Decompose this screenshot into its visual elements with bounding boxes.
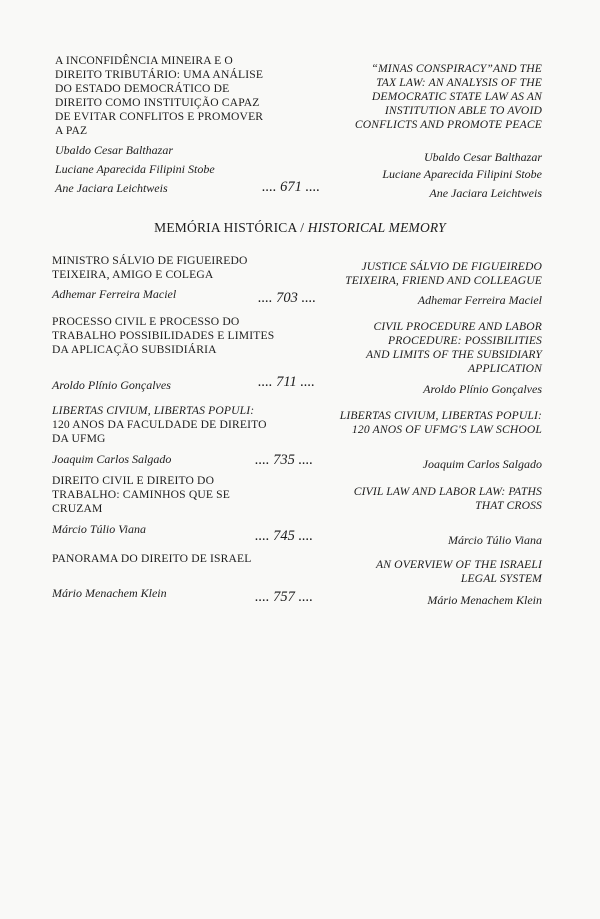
page-number: .... 671 .... <box>262 179 320 195</box>
entry-title-pt-line: DIREITO CIVIL E DIREITO DO <box>52 474 215 487</box>
page-number: .... 735 .... <box>255 452 313 468</box>
section-heading <box>0 221 600 235</box>
entry-title-pt-line: DE EVITAR CONFLITOS E PROMOVER <box>55 110 264 123</box>
entry-title-en-line: CONFLICTS AND PROMOTE PEACE <box>354 118 542 131</box>
page-number: .... 745 .... <box>255 528 313 544</box>
entry-title-en-line: THAT CROSS <box>475 499 542 512</box>
section-separator: / <box>296 220 308 235</box>
entry-author-pt: Ane Jaciara Leichtweis <box>55 181 168 195</box>
entry-author-pt: Márcio Túlio Viana <box>52 522 146 536</box>
entry-title-pt-line: MINISTRO SÁLVIO DE FIGUEIREDO <box>52 254 248 267</box>
entry-title-pt-line: PANORAMA DO DIREITO DE ISRAEL <box>52 552 252 565</box>
entry-title-en-line: TAX LAW: AN ANALYSIS OF THE <box>376 76 542 89</box>
entry-author-pt: Ubaldo Cesar Balthazar <box>55 143 174 157</box>
entry-title-pt-line: LIBERTAS CIVIUM, LIBERTAS POPULI: <box>52 404 255 417</box>
entry-author-pt: Luciane Aparecida Filipini Stobe <box>55 162 215 176</box>
entry-author-en: Márcio Túlio Viana <box>448 533 542 547</box>
entry-title-pt-line: A PAZ <box>55 124 88 137</box>
entry-title-en-line: AN OVERVIEW OF THE ISRAELI <box>376 558 542 571</box>
entry-title-pt-line: A INCONFIDÊNCIA MINEIRA E O <box>55 54 233 67</box>
section-title-en: HISTORICAL MEMORY <box>307 220 446 235</box>
entry-title-en-line: JUSTICE SÁLVIO DE FIGUEIREDO <box>361 260 542 273</box>
entry-title-en-line: APPLICATION <box>467 362 542 375</box>
entry-author-en: Luciane Aparecida Filipini Stobe <box>382 167 542 181</box>
entry-title-en-line: DEMOCRATIC STATE LAW AS AN <box>371 90 542 103</box>
entry-title-en-line: 120 ANOS OF UFMG'S LAW SCHOOL <box>351 423 542 436</box>
entry-title-en-line: TEIXEIRA, FRIEND AND COLLEAGUE <box>345 274 542 287</box>
entry-title-en-line: AND LIMITS OF THE SUBSIDIARY <box>366 348 542 361</box>
entry-title-pt-line: PROCESSO CIVIL E PROCESSO DO <box>52 315 240 328</box>
section-title-pt: MEMÓRIA HISTÓRICA <box>154 220 297 235</box>
entry-title-pt-line: DA UFMG <box>52 432 106 445</box>
entry-title-pt-line: 120 ANOS DA FACULDADE DE DIREITO <box>52 418 267 431</box>
entry-title-pt-line: DO ESTADO DEMOCRÁTICO DE <box>55 82 230 95</box>
entry-title-en-line: PROCEDURE: POSSIBILITIES <box>388 334 542 347</box>
entry-author-pt: Aroldo Plínio Gonçalves <box>52 378 171 392</box>
entry-title-pt-line: TRABALHO POSSIBILIDADES E LIMITES <box>52 329 275 342</box>
entry-title-pt-line: DIREITO COMO INSTITUIÇÃO CAPAZ <box>55 96 260 109</box>
entry-author-en: Mário Menachem Klein <box>427 593 542 607</box>
entry-author-en: Ubaldo Cesar Balthazar <box>423 150 542 164</box>
entry-title-pt-line: TRABALHO: CAMINHOS QUE SE <box>52 488 230 501</box>
entry-title-pt-line: TEIXEIRA, AMIGO E COLEGA <box>52 268 214 281</box>
page-number: .... 711 .... <box>258 374 315 390</box>
entry-author-en: Aroldo Plínio Gonçalves <box>423 382 542 396</box>
page-number: .... 757 .... <box>255 589 313 605</box>
entry-title-en-line: INSTITUTION ABLE TO AVOID <box>384 104 542 117</box>
entry-author-pt: Adhemar Ferreira Maciel <box>52 287 177 301</box>
entry-title-en-line: “MINAS CONSPIRACY”AND THE <box>371 62 542 75</box>
entry-author-pt: Mário Menachem Klein <box>52 586 167 600</box>
entry-author-en: Joaquim Carlos Salgado <box>422 457 542 471</box>
entry-title-en-line: LIBERTAS CIVIUM, LIBERTAS POPULI: <box>339 409 542 422</box>
entry-title-pt-line: DIREITO TRIBUTÁRIO: UMA ANÁLISE <box>55 68 264 81</box>
page-number: .... 703 .... <box>258 290 316 306</box>
entry-title-pt-line: DA APLICAÇÃO SUBSIDIÁRIA <box>52 343 217 356</box>
entry-title-en-line: CIVIL LAW AND LABOR LAW: PATHS <box>353 485 542 498</box>
entry-author-en: Ane Jaciara Leichtweis <box>429 186 542 200</box>
entry-title-en-line: CIVIL PROCEDURE AND LABOR <box>373 320 542 333</box>
entry-title-pt-line: CRUZAM <box>52 502 103 515</box>
entry-author-pt: Joaquim Carlos Salgado <box>52 452 172 466</box>
entry-title-en-line: LEGAL SYSTEM <box>460 572 542 585</box>
entry-author-en: Adhemar Ferreira Maciel <box>417 293 542 307</box>
